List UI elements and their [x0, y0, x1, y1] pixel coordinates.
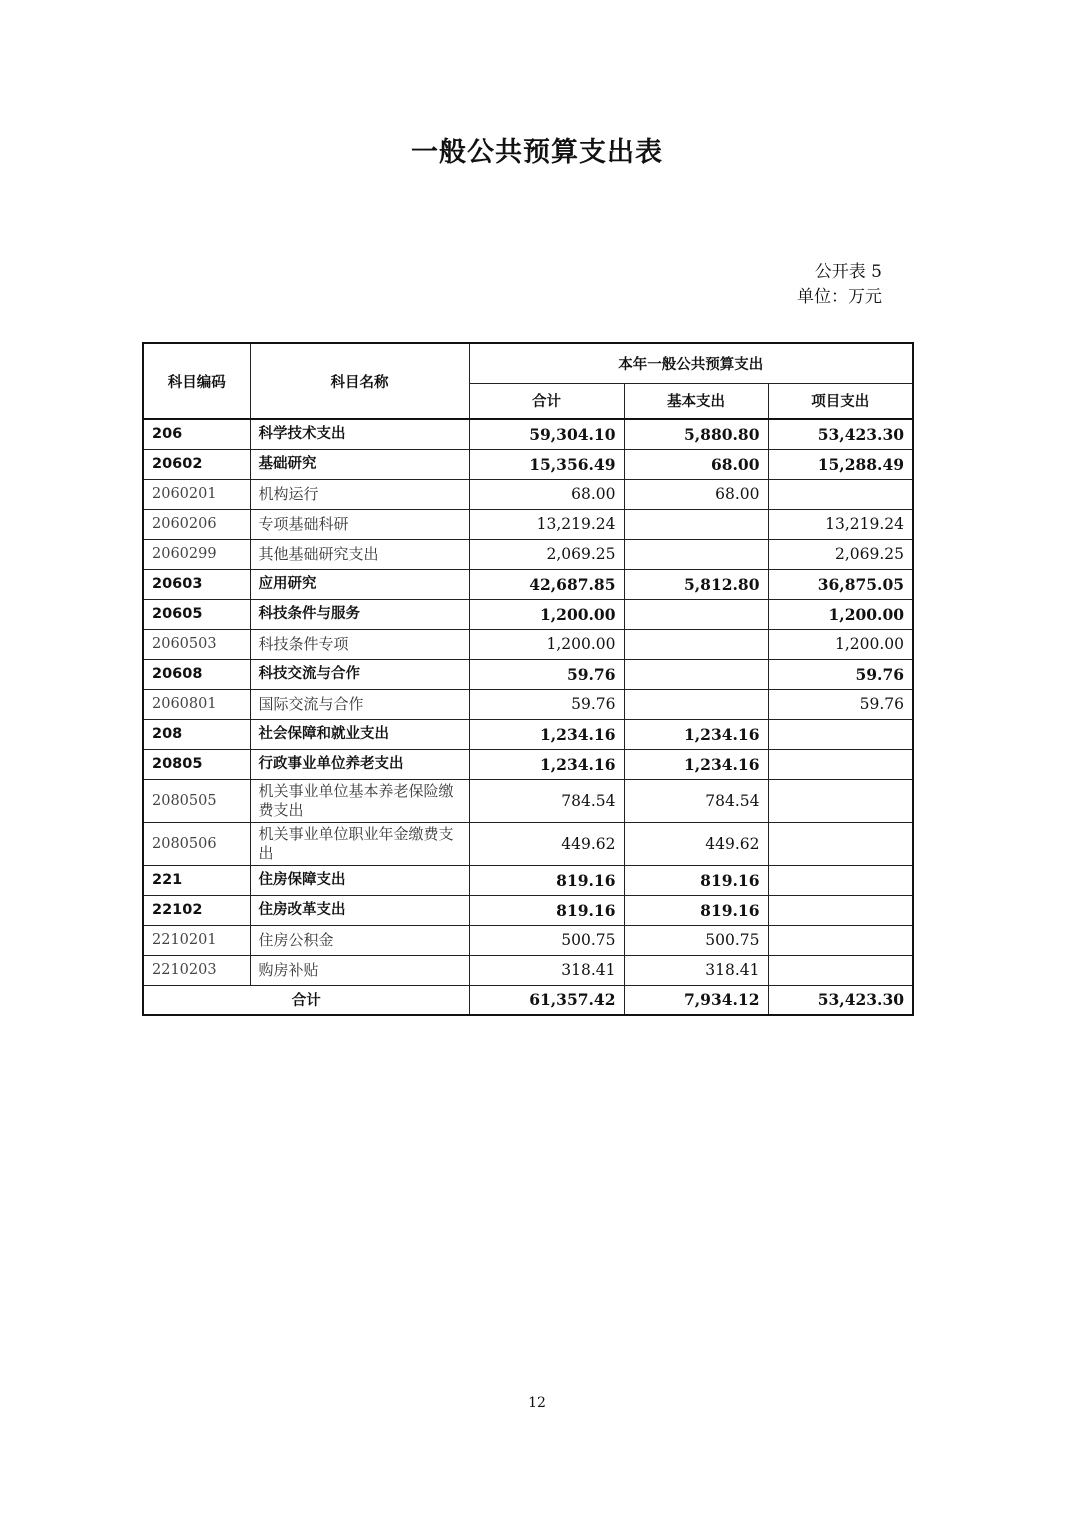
table-row [143, 659, 913, 689]
row-total: 819.16 [469, 895, 624, 925]
row-total: 13,219.24 [469, 509, 624, 539]
header-name: 科目名称 [250, 343, 469, 419]
row-project [768, 779, 913, 822]
row-name: 科学技术支出 [250, 419, 469, 449]
row-code: 2060206 [143, 509, 250, 539]
row-total: 784.54 [469, 779, 624, 822]
row-name: 社会保障和就业支出 [250, 719, 469, 749]
row-code: 2060201 [143, 479, 250, 509]
row-code: 208 [143, 719, 250, 749]
row-project: 36,875.05 [768, 569, 913, 599]
table-row [143, 865, 913, 895]
row-total: 59.76 [469, 689, 624, 719]
row-basic: 1,234.16 [624, 719, 768, 749]
row-basic [624, 659, 768, 689]
row-total: 15,356.49 [469, 449, 624, 479]
row-total: 59.76 [469, 659, 624, 689]
row-basic: 819.16 [624, 895, 768, 925]
row-total: 59,304.10 [469, 419, 624, 449]
row-basic: 5,880.80 [624, 419, 768, 449]
row-total: 1,234.16 [469, 749, 624, 779]
row-name: 科技条件与服务 [250, 599, 469, 629]
page-title: 一般公共预算支出表 [411, 137, 663, 168]
total-label: 合计 [143, 985, 469, 1015]
row-name: 住房公积金 [250, 925, 469, 955]
row-project [768, 925, 913, 955]
row-project: 59.76 [768, 689, 913, 719]
table-row [143, 419, 913, 449]
row-project [768, 749, 913, 779]
table-row [143, 895, 913, 925]
row-basic [624, 539, 768, 569]
row-project [768, 719, 913, 749]
table-row [143, 719, 913, 749]
header-total: 合计 [469, 383, 624, 419]
row-project: 1,200.00 [768, 599, 913, 629]
budget-table [142, 342, 914, 1016]
table-row [143, 955, 913, 985]
row-code: 20805 [143, 749, 250, 779]
row-total: 42,687.85 [469, 569, 624, 599]
row-name: 专项基础科研 [250, 509, 469, 539]
row-basic [624, 689, 768, 719]
row-total: 1,200.00 [469, 629, 624, 659]
row-name: 机关事业单位职业年金缴费支出 [250, 822, 469, 865]
table-row [143, 822, 913, 865]
row-name: 购房补贴 [250, 955, 469, 985]
row-code: 20605 [143, 599, 250, 629]
row-basic: 318.41 [624, 955, 768, 985]
row-code: 221 [143, 865, 250, 895]
row-basic: 819.16 [624, 865, 768, 895]
total-row [143, 985, 913, 1015]
unit-label: 单位：万元 [797, 287, 882, 307]
row-code: 2060801 [143, 689, 250, 719]
row-name: 住房改革支出 [250, 895, 469, 925]
row-basic: 1,234.16 [624, 749, 768, 779]
row-code: 2080505 [143, 779, 250, 822]
row-name: 科技条件专项 [250, 629, 469, 659]
row-project [768, 955, 913, 985]
row-total: 1,234.16 [469, 719, 624, 749]
row-total: 1,200.00 [469, 599, 624, 629]
row-basic [624, 629, 768, 659]
row-basic [624, 599, 768, 629]
row-code: 2080506 [143, 822, 250, 865]
row-total: 68.00 [469, 479, 624, 509]
row-basic [624, 509, 768, 539]
row-code: 2210203 [143, 955, 250, 985]
header-project: 项目支出 [768, 383, 913, 419]
row-name: 基础研究 [250, 449, 469, 479]
row-basic: 5,812.80 [624, 569, 768, 599]
row-code: 2060503 [143, 629, 250, 659]
row-total: 449.62 [469, 822, 624, 865]
row-total: 2,069.25 [469, 539, 624, 569]
table-row [143, 779, 913, 822]
row-code: 20608 [143, 659, 250, 689]
row-name: 其他基础研究支出 [250, 539, 469, 569]
header-code: 科目编码 [143, 343, 250, 419]
row-name: 科技交流与合作 [250, 659, 469, 689]
row-code: 20603 [143, 569, 250, 599]
row-project [768, 822, 913, 865]
row-code: 20602 [143, 449, 250, 479]
table-row [143, 479, 913, 509]
row-name: 机关事业单位基本养老保险缴费支出 [250, 779, 469, 822]
table-row [143, 689, 913, 719]
row-basic: 68.00 [624, 479, 768, 509]
page-number: 12 [528, 1395, 546, 1411]
row-project [768, 895, 913, 925]
row-project: 59.76 [768, 659, 913, 689]
row-project [768, 479, 913, 509]
table-row [143, 749, 913, 779]
row-name: 住房保障支出 [250, 865, 469, 895]
table-row [143, 925, 913, 955]
table-body [143, 419, 913, 985]
row-total: 318.41 [469, 955, 624, 985]
row-code: 206 [143, 419, 250, 449]
table-id: 公开表 5 [814, 262, 882, 282]
row-project: 1,200.00 [768, 629, 913, 659]
total-project: 53,423.30 [768, 985, 913, 1015]
total-basic: 7,934.12 [624, 985, 768, 1015]
table-row [143, 629, 913, 659]
row-basic: 500.75 [624, 925, 768, 955]
row-total: 819.16 [469, 865, 624, 895]
table-meta [797, 260, 882, 310]
row-project: 15,288.49 [768, 449, 913, 479]
table-row [143, 509, 913, 539]
table-row [143, 569, 913, 599]
row-project: 53,423.30 [768, 419, 913, 449]
row-name: 行政事业单位养老支出 [250, 749, 469, 779]
row-name: 应用研究 [250, 569, 469, 599]
table-row [143, 539, 913, 569]
table-row [143, 599, 913, 629]
row-basic: 784.54 [624, 779, 768, 822]
row-basic: 449.62 [624, 822, 768, 865]
row-basic: 68.00 [624, 449, 768, 479]
row-project: 2,069.25 [768, 539, 913, 569]
total-sum: 61,357.42 [469, 985, 624, 1015]
row-name: 机构运行 [250, 479, 469, 509]
header-group: 本年一般公共预算支出 [469, 343, 913, 383]
row-code: 2210201 [143, 925, 250, 955]
row-code: 22102 [143, 895, 250, 925]
row-project [768, 865, 913, 895]
header-basic: 基本支出 [624, 383, 768, 419]
row-name: 国际交流与合作 [250, 689, 469, 719]
table-row [143, 449, 913, 479]
row-project: 13,219.24 [768, 509, 913, 539]
row-total: 500.75 [469, 925, 624, 955]
row-code: 2060299 [143, 539, 250, 569]
